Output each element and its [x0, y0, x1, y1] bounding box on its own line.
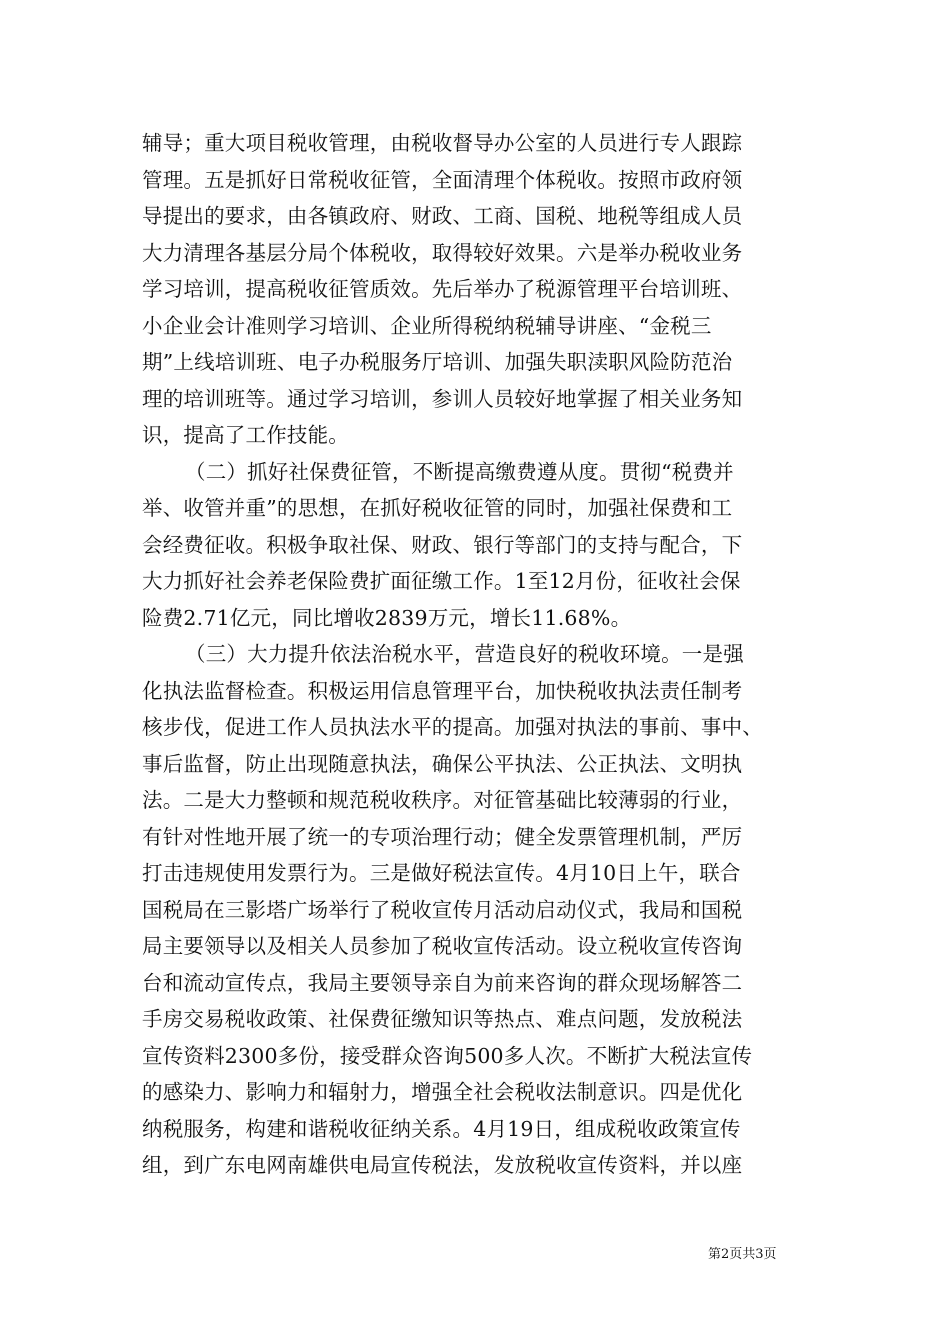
paragraph-1-line-1: 辅导；重大项目税收管理，由税收督导办公室的人员进行专人跟踪	[142, 131, 743, 155]
paragraph-3-line-5: 法。二是大力整顿和规范税收秩序。对征管基础比较薄弱的行业，	[142, 788, 743, 812]
paragraph-3-line-1: （三）大力提升依法治税水平，营造良好的税收环境。一是强	[185, 642, 744, 666]
paragraph-1-line-6: 小企业会计准则学习培训、企业所得税纳税辅导讲座、“金税三	[142, 313, 712, 338]
paragraph-1-line-7: 期”上线培训班、电子办税服务厅培训、加强失职渎职风险防范治	[142, 350, 733, 374]
paragraph-1-line-8: 理的培训班等。通过学习培训，参训人员较好地掌握了相关业务知	[142, 386, 743, 411]
paragraph-3-line-9: 局主要领导以及相关人员参加了税收宣传活动。设立税收宣传咨询	[142, 934, 743, 958]
paragraph-1-line-5: 学习培训，提高税收征管质效。先后举办了税源管理平台培训班、	[142, 277, 743, 301]
paragraph-1-line-2: 管理。五是抓好日常税收征管，全面清理个体税收。按照市政府领	[142, 167, 743, 192]
paragraph-3-line-13: 的感染力、影响力和辐射力，增强全社会税收法制意识。四是优化	[142, 1080, 743, 1104]
paragraph-2-line-5: 险费2.71亿元，同比增收2839万元，增长11.68%。	[142, 605, 632, 630]
paragraph-3-line-2: 化执法监督检查。积极运用信息管理平台，加快税收执法责任制考	[142, 678, 743, 703]
paragraph-1-line-9: 识，提高了工作技能。	[142, 423, 349, 447]
paragraph-2-line-2: 举、收管并重”的思想，在抓好税收征管的同时，加强社保费和工	[142, 496, 733, 520]
paragraph-3-line-11: 手房交易税收政策、社保费征缴知识等热点、难点问题，发放税法	[142, 1007, 743, 1031]
paragraph-3-line-4: 事后监督，防止出现随意执法，确保公平执法、公正执法、文明执	[142, 751, 743, 776]
paragraph-3-line-10: 台和流动宣传点，我局主要领导亲自为前来咨询的群众现场解答二	[142, 970, 743, 995]
paragraph-3-line-12: 宣传资料2300多份，接受群众咨询500多人次。不断扩大税法宣传	[142, 1043, 753, 1068]
paragraph-2-line-1: （二）抓好社保费征管，不断提高缴费遵从度。贯彻“税费并	[185, 459, 734, 484]
paragraph-3-line-6: 有针对性地开展了统一的专项治理行动；健全发票管理机制，严厉	[142, 824, 743, 849]
paragraph-2-line-3: 会经费征收。积极争取社保、财政、银行等部门的支持与配合，下	[142, 532, 743, 557]
paragraph-2-line-4: 大力抓好社会养老保险费扩面征缴工作。1至12月份，征收社会保	[142, 569, 741, 593]
paragraph-1-line-3: 导提出的要求，由各镇政府、财政、工商、国税、地税等组成人员	[142, 204, 743, 228]
paragraph-1-line-4: 大力清理各基层分局个体税收，取得较好效果。六是举办税收业务	[142, 240, 743, 265]
paragraph-3-line-15: 组，到广东电网南雄供电局宣传税法，发放税收宣传资料，并以座	[142, 1153, 743, 1177]
paragraph-3-line-8: 国税局在三影塔广场举行了税收宣传月活动启动仪式，我局和国税	[142, 897, 743, 922]
page-number-footer: 第2页共3页	[708, 1247, 777, 1262]
paragraph-3-line-3: 核步伐，促进工作人员执法水平的提高。加强对执法的事前、事中、	[142, 715, 763, 739]
paragraph-3-line-7: 打击违规使用发票行为。三是做好税法宣传。4月10日上午，联合	[142, 861, 741, 885]
paragraph-3-line-14: 纳税服务，构建和谐税收征纳关系。4月19日，组成税收政策宣传	[142, 1116, 741, 1141]
